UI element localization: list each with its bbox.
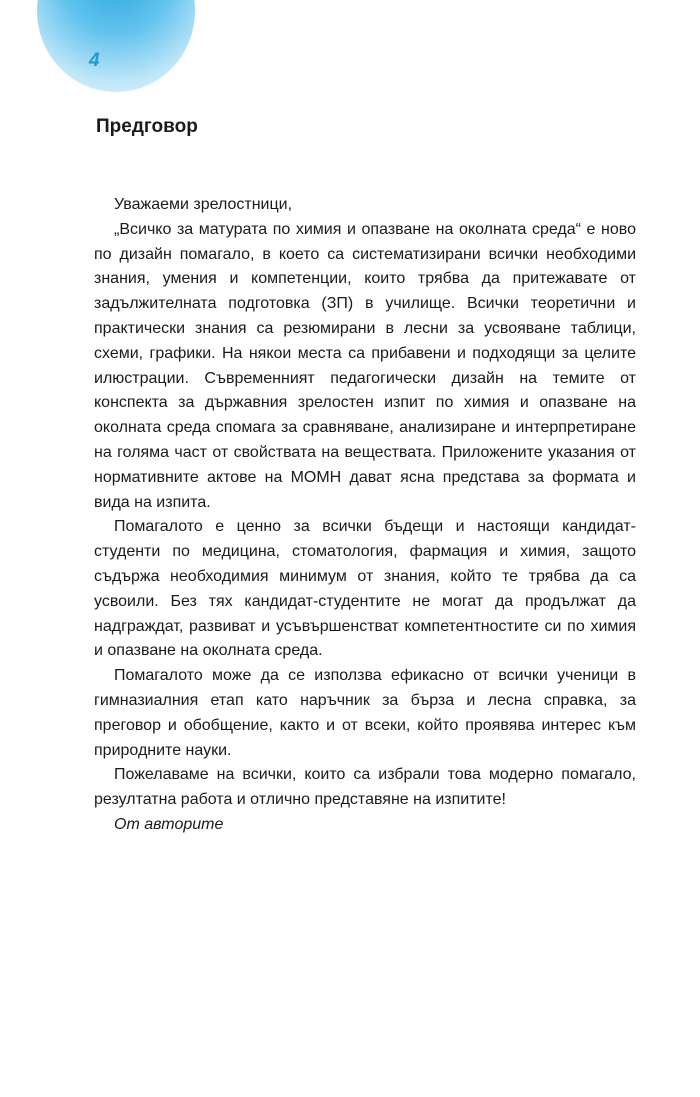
paragraph-4: Пожелаваме на всички, които са избрали това модерно помагало, резултатна работа и отлично представяне на изпитите!: [94, 766, 636, 809]
page-title: Предговор: [96, 116, 198, 137]
paragraph-3: Помагалото може да се използва ефикасно от всички ученици в гимназиалния етап като наръчник за бърза и лесна справка, за преговор и обобщение, както и от всеки, който проявява интерес към природните науки.: [94, 667, 636, 759]
greeting: Уважаеми зрелостници,: [114, 196, 293, 213]
paragraph-2: Помагалото е ценно за всички бъдещи и настоящи кандидат-студенти по медицина, стоматология, фармация и химия, защото съдържа необходимия минимум от знания, който те трябва да са усвоили. Без тях кандидат-студентите не могат да продължат да надграждат, развиват и усъвършенстват компетентностите си по химия и опазване на околната среда.: [94, 518, 636, 660]
preface-body: [94, 193, 636, 838]
paragraph-1: „Всичко за матурата по химия и опазване на околната среда“ е ново по дизайн помагало, в което са систематизирани всички необходими знания, умения и компетенции, които трябва да притежавате от задължителната подготовка (ЗП) в училище. Всички теоретични и практически знания са резюмирани в лесни за усвояване таблици, схеми, графики. На някои места са прибавени и подходящи за целите илюстрации. Съвременният педагогически дизайн на темите от конспекта за държавния зрелостен изпит по химия и опазване на околната среда спомага за сравняване, анализиране и интерпретиране на голяма част от свойствата на веществата. Приложените указания от нормативните актове на МОМН дават ясна представа за формата и вида на изпита.: [94, 220, 636, 511]
page-number: 4: [89, 50, 100, 71]
signature: От авторите: [114, 815, 224, 833]
corner-decoration: [37, 0, 195, 92]
